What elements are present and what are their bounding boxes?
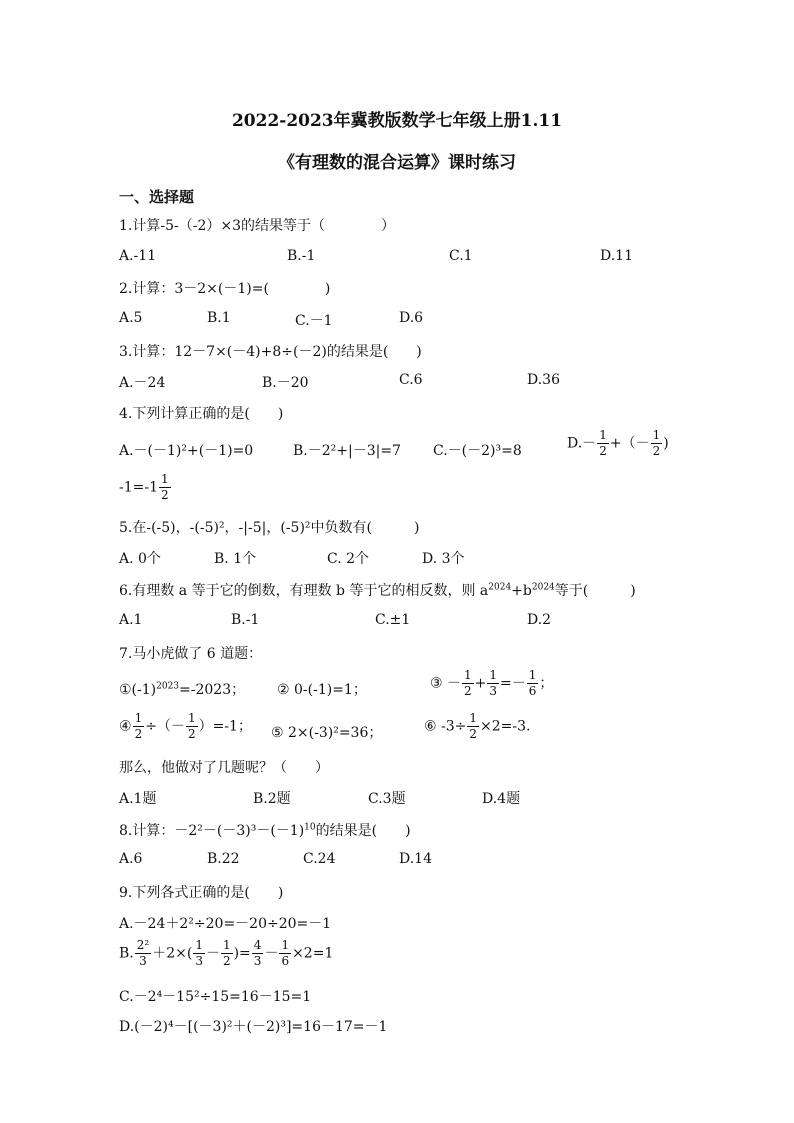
fraction: $\frac{1}{2}$: [599, 428, 607, 458]
q7-item-6: ⑥ -3÷ $\frac{1}{2}$ ×2=-3.: [424, 711, 531, 741]
q1-option-c: C.1: [449, 248, 473, 264]
q7-question: 那么，他做对了几题呢？（ ）: [119, 760, 329, 776]
q7-option-d: D.4题: [482, 791, 521, 807]
q6-option-a: A.1: [119, 612, 143, 628]
q3-option-d: D.36: [527, 372, 560, 388]
q3-stem: 3.计算：12－7×(－4)+8÷(－2)的结果是( ): [119, 344, 422, 360]
q8-option-c: C.24: [303, 851, 336, 867]
q7-stem: 7.马小虎做了 6 道题：: [119, 646, 263, 662]
q2-option-a: A.5: [119, 310, 143, 326]
fraction: $\frac{1}{2}$: [222, 938, 231, 968]
q1-stem: 1.计算-5-（-2）×3的结果等于（ ）: [119, 218, 396, 234]
q3-option-c: C.6: [399, 372, 423, 388]
q7-item-3: ③ － $\frac{1}{2}$ + $\frac{1}{3}$ =－ $\frac{1}{6}$ ；: [430, 668, 554, 698]
section-heading: 一、选择题: [119, 188, 195, 206]
q4-stem: 4.下列计算正确的是( ): [119, 406, 284, 422]
q9-stem: 9.下列各式正确的是( ): [119, 885, 284, 901]
q8-stem: 8.计算：$-2^2-(-3)^3-(-1)^{10}$的结果是( ): [119, 822, 411, 839]
fraction: $\frac{1}{2}$: [464, 668, 472, 698]
q3-option-a: A.－24: [119, 375, 166, 391]
q7-option-b: B.2题: [253, 791, 291, 807]
fraction: $\frac{1}{2}$: [161, 472, 169, 502]
q8-option-b: B.22: [207, 851, 240, 867]
fraction: $\frac{1}{2}$: [187, 711, 196, 741]
q1-option-a: A.-11: [119, 248, 157, 264]
q4-option-b: B.－2²+|－3|=7: [293, 443, 401, 459]
q4-option-a: A.－(－1)²+(－1)=0: [119, 443, 254, 459]
q7-option-c: C.3题: [368, 791, 406, 807]
q7-item-4: ④ $\frac{1}{2}$ ÷（－ $\frac{1}{2}$ ）=-1；: [119, 711, 252, 741]
q9-option-d: D.(－2)⁴－[(－3)²＋(－2)³]=16－17=－1: [119, 1019, 388, 1035]
fraction: $\frac{1}{2}$: [134, 711, 143, 741]
q1-option-b: B.-1: [287, 248, 316, 264]
q5-option-b: B. 1个: [214, 551, 257, 567]
q4-option-c: C.－(－2)³=8: [433, 443, 522, 459]
fraction: $\frac{1}{2}$: [469, 711, 478, 741]
q6-option-c: C.±1: [375, 612, 411, 628]
q7-option-a: A.1题: [119, 791, 157, 807]
q2-option-d: D.6: [399, 310, 424, 326]
q1-option-d: D.11: [600, 248, 633, 264]
fraction: $\frac{\text{2²}}{3}$: [136, 938, 150, 968]
q7-item-2: ② 0-(-1)=1；: [277, 682, 367, 698]
q6-option-b: B.-1: [231, 612, 260, 628]
q8-option-a: A.6: [119, 851, 143, 867]
fraction: $\frac{1}{3}$: [195, 938, 203, 968]
q5-option-c: C. 2个: [327, 551, 370, 567]
q2-option-b: B.1: [207, 310, 231, 326]
fraction: $\frac{1}{6}$: [281, 938, 290, 968]
q9-option-c: C.－2⁴－15²÷15=16－15=1: [119, 989, 312, 1005]
q2-option-c: C.－1: [295, 313, 333, 329]
q5-stem: 5.在-(-5)，-(-5)²，-|-5|，(-5)²中负数有( ): [119, 520, 420, 536]
q9-option-a: A.－24＋2²÷20=－20÷20=－1: [119, 916, 332, 932]
q5-option-d: D. 3个: [422, 551, 465, 567]
q9-option-b: B. $\frac{\text{2²}}{3}$ ＋2×( $\frac{1}{3}$ － $\frac{1}{2}$ )= $\frac{4}{3}$ － $\frac{1}{6}$ ×2=1: [119, 938, 334, 968]
q5-option-a: A. 0个: [119, 551, 161, 567]
q3-option-b: B.－20: [262, 375, 309, 391]
q2-stem: 2.计算：3－2×(－1)=( ): [119, 281, 331, 297]
doc-title-line1: 2022-2023年冀教版数学七年级上册1.11: [231, 111, 563, 131]
doc-title-line2: 《有理数的混合运算》课时练习: [278, 153, 516, 173]
q8-option-d: D.14: [399, 851, 432, 867]
q4-option-d: D.－ $\frac{1}{2}$ +（－ $\frac{1}{2}$ ): [567, 428, 669, 458]
fraction: $\frac{1}{2}$: [652, 428, 661, 458]
fraction: $\frac{1}{3}$: [489, 668, 498, 698]
q7-item-1: $①(-1)^{2023}=-2023$；: [119, 681, 246, 698]
fraction: $\frac{4}{3}$: [253, 938, 262, 968]
fraction: $\frac{1}{6}$: [528, 668, 537, 698]
q4-option-d-continued: -1=-1 $\frac{1}{2}$: [119, 472, 169, 502]
q6-option-d: D.2: [527, 612, 552, 628]
q6-stem: 6.有理数 a 等于它的倒数，有理数 b 等于它的相反数，则 $a^{2024}+b^{2024}$等于( ): [119, 582, 636, 599]
q7-item-5: ⑤ 2×(-3)²=36；: [271, 725, 383, 741]
